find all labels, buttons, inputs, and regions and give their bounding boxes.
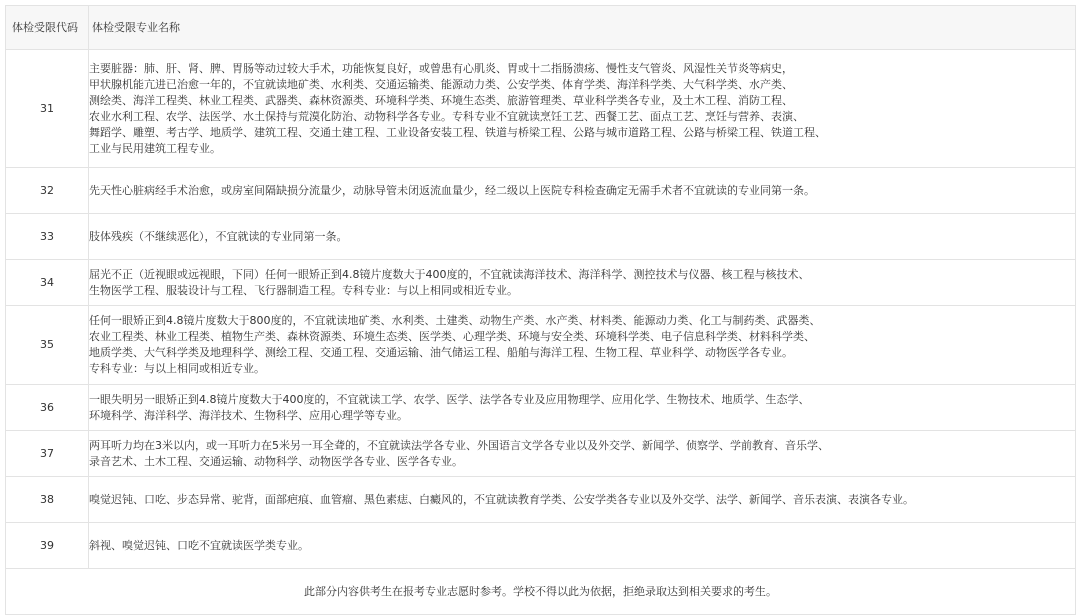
description-line: 地质学类、大气科学类及地理科学、测绘工程、交通工程、交通运输、油气储运工程、船舶与海洋工程、生物工程、草业科学、动物医学各专业。 [89,346,793,359]
restriction-code: 31 [6,50,89,168]
description-line: 主要脏器：肺、肝、肾、脾、胃肠等动过较大手术，功能恢复良好，或曾患有心肌炎、胃或十二指肠溃疡、慢性支气管炎、风湿性关节炎等病史， [89,61,793,75]
table-row [6,214,1076,260]
restriction-document [5,5,1075,615]
restriction-description [89,477,1076,523]
restriction-code: 37 [6,431,89,477]
table-row [6,260,1076,306]
description-line: 测绘类、海洋工程类、林业工程类、武器类、森林资源类、环境科学类、环境生态类、旅游管理类、草业科学类各专业，及土木工程、消防工程、 [89,93,793,107]
description-line: 生物医学工程、服装设计与工程、飞行器制造工程。专科专业：与以上相同或相近专业。 [89,283,518,297]
table-row [6,50,1076,168]
restriction-description [89,50,1076,168]
header-name: 体检受限专业名称 [89,6,1076,50]
table-footer-row [6,569,1076,615]
table-row [6,306,1076,385]
restriction-description [89,385,1076,431]
table-row [6,385,1076,431]
restriction-code: 32 [6,168,89,214]
description-line: 专科专业：与以上相同或相近专业。 [89,362,265,375]
description-line: 任何一眼矫正到4.8镜片度数大于800度的，不宜就读地矿类、水利类、土建类、动物生产类、水产类、材料类、能源动力类、化工与制药类、武器类、 [89,314,821,327]
table-body [6,50,1076,569]
description-line: 一眼失明另一眼矫正到4.8镜片度数大于400度的，不宜就读工学、农学、医学、法学各专业及应用物理学、应用化学、生物技术、地质学、生态学、 [89,392,810,406]
restriction-description [89,431,1076,477]
footer-note: 此部分内容供考生在报考专业志愿时参考。学校不得以此为依据，拒绝录取达到相关要求的考生。 [6,569,1076,615]
restriction-code: 36 [6,385,89,431]
description-line: 录音艺术、土木工程、交通运输、动物科学、动物医学各专业、医学各专业。 [89,454,463,468]
restriction-code: 39 [6,523,89,569]
description-line: 嗅觉迟钝、口吃、步态异常、驼背，面部疤痕、血管瘤、黑色素痣、白癜风的，不宜就读教育学类、公安学类各专业以及外交学、法学、新闻学、音乐表演、表演各专业。 [89,492,914,506]
description-line: 先天性心脏病经手术治愈，或房室间隔缺损分流量少，动脉导管未闭返流血量少，经二级以上医院专科检查确定无需手术者不宜就读的专业同第一条。 [89,183,815,197]
description-line: 农业工程类、林业工程类、植物生产类、森林资源类、环境生态类、医学类、心理学类、环境与安全类、环境科学类、电子信息科学类、材料科学类、 [89,330,815,343]
restriction-code: 33 [6,214,89,260]
description-line: 斜视、嗅觉迟钝、口吃不宜就读医学类专业。 [89,538,309,552]
restriction-code: 35 [6,306,89,385]
restriction-description [89,260,1076,306]
table-row [6,523,1076,569]
restriction-code: 34 [6,260,89,306]
description-line: 甲状腺机能亢进已治愈一年的，不宜就读地矿类、水利类、交通运输类、能源动力类、公安学类、体育学类、海洋科学类、大气科学类、水产类、 [89,77,793,91]
description-line: 两耳听力均在3米以内，或一耳听力在5米另一耳全聋的，不宜就读法学各专业、外国语言文学各专业以及外交学、新闻学、侦察学、学前教育、音乐学、 [89,438,829,452]
table-header-row [6,6,1076,50]
description-line: 农业水利工程、农学、法医学、水土保持与荒漠化防治、动物科学各专业。专科专业不宜就读烹饪工艺、西餐工艺、面点工艺、烹饪与营养、表演、 [89,109,804,123]
table-row [6,477,1076,523]
header-code: 体检受限代码 [6,6,89,50]
restriction-description [89,306,1076,385]
description-line: 屈光不正（近视眼或远视眼，下同）任何一眼矫正到4.8镜片度数大于400度的，不宜就读海洋技术、海洋科学、测控技术与仪器、核工程与核技术、 [89,267,810,281]
restriction-code: 38 [6,477,89,523]
restriction-description [89,523,1076,569]
restriction-description [89,214,1076,260]
description-line: 肢体残疾（不继续恶化），不宜就读的专业同第一条。 [89,229,348,243]
description-line: 舞蹈学、雕塑、考古学、地质学、建筑工程、交通土建工程、工业设备安装工程、铁道与桥梁工程、公路与城市道路工程、公路与桥梁工程、铁道工程、 [89,125,826,139]
table-row [6,431,1076,477]
restriction-table [5,5,1076,615]
description-line: 环境科学、海洋科学、海洋技术、生物科学、应用心理学等专业。 [89,408,408,422]
description-line: 工业与民用建筑工程专业。 [89,141,221,155]
table-row [6,168,1076,214]
restriction-description [89,168,1076,214]
